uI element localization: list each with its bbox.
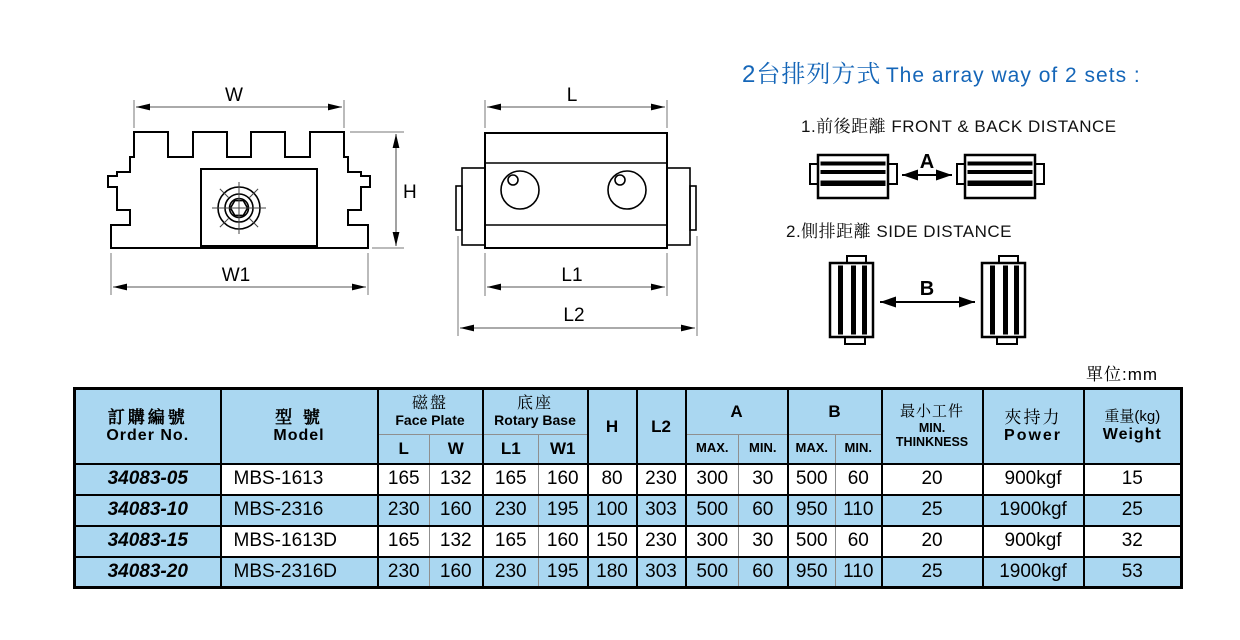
cell-a-min: 60 [739,557,788,588]
cell-w1: 160 [539,464,588,495]
cell-b-min: 110 [836,495,882,526]
col-header-w1: W1 [539,435,588,464]
cell-b-max: 500 [788,526,836,557]
cell-w: 160 [430,557,483,588]
min-thickness-header-en1: MIN. [918,420,946,435]
col-header-h: H [588,389,637,464]
cell-a-max: 500 [686,557,739,588]
cell-power: 1900kgf [983,557,1084,588]
cell-weight: 53 [1084,557,1182,588]
cell-h: 150 [588,526,637,557]
array-section-title-en: The array way of 2 sets : [885,64,1141,87]
cell-model: MBS-1613 [221,464,378,495]
distance-b-label: B [919,278,935,300]
face-plate-header-zh: 磁盤 [412,395,449,413]
cell-b-min: 60 [836,526,882,557]
cell-min-thickness: 25 [882,495,983,526]
min-thickness-header-zh: 最小工件 [900,402,965,420]
cell-b-min: 60 [836,464,882,495]
col-header-model [221,389,378,464]
cell-order-no: 34083-20 [75,557,221,588]
dim-label-h: H [403,182,417,203]
col-header-a-max: MAX. [686,435,739,464]
model-header-zh: 型 號 [275,407,323,427]
cell-b-max: 500 [788,464,836,495]
cell-power: 900kgf [983,526,1084,557]
cell-model: MBS-1613D [221,526,378,557]
unit-label: 單位:mm [1086,365,1159,384]
rotary-base-header-zh: 底座 [517,395,554,413]
col-header-a-min: MIN. [739,435,788,464]
cell-h: 80 [588,464,637,495]
cell-l1: 165 [483,526,539,557]
cell-w: 160 [430,495,483,526]
cell-l: 165 [378,526,430,557]
col-header-b-max: MAX. [788,435,836,464]
cell-min-thickness: 20 [882,526,983,557]
cell-min-thickness: 20 [882,464,983,495]
table-row [75,495,1182,526]
weight-header-en: Weight [1102,425,1162,443]
dim-label-w1: W1 [221,265,251,286]
top-view-hole-left [501,171,539,209]
cell-l2: 303 [637,557,686,588]
dim-label-l1: L1 [561,265,583,286]
col-header-w: W [430,435,483,464]
col-header-l2: L2 [637,389,686,464]
col-header-b-min: MIN. [836,435,882,464]
col-header-l: L [378,435,430,464]
dim-label-w: W [225,85,243,106]
table-row [75,464,1182,495]
cell-a-max: 300 [686,464,739,495]
cell-w1: 160 [539,526,588,557]
order-no-header-zh: 訂購編號 [107,407,188,427]
rotary-base-header-en: Rotary Base [494,412,576,429]
cell-b-min: 110 [836,557,882,588]
cell-l1: 230 [483,557,539,588]
top-view-body [485,133,667,248]
cell-a-max: 500 [686,495,739,526]
top-view-hole-right [608,171,646,209]
order-no-header-en: Order No. [106,426,190,444]
col-header-face-plate [378,389,483,435]
cell-power: 1900kgf [983,495,1084,526]
cell-order-no: 34083-10 [75,495,221,526]
cell-b-max: 950 [788,557,836,588]
min-thickness-header-en2: THINKNESS [895,434,969,449]
cell-l: 165 [378,464,430,495]
cell-l2: 230 [637,464,686,495]
col-header-a: A [686,389,788,435]
cell-h: 180 [588,557,637,588]
cell-w: 132 [430,464,483,495]
hex-bolt-icon [212,182,266,234]
cell-model: MBS-2316D [221,557,378,588]
cell-w1: 195 [539,495,588,526]
top-view-drawing [456,85,697,336]
cell-weight: 32 [1084,526,1182,557]
array-section-title-zh: 2台排列方式 [742,61,882,88]
weight-header-zh: 重量(kg) [1104,407,1161,425]
cell-w1: 195 [539,557,588,588]
col-header-weight [1084,389,1182,464]
cell-model: MBS-2316 [221,495,378,526]
power-header-zh: 夾持力 [1004,407,1062,427]
front-view-drawing [108,85,417,295]
col-header-b: B [788,389,882,435]
cell-l2: 230 [637,526,686,557]
col-header-power [983,389,1084,464]
spec-table [73,387,1183,589]
model-header-en: Model [273,426,325,444]
distance-a-label: A [919,151,935,173]
cell-min-thickness: 25 [882,557,983,588]
cell-a-max: 300 [686,526,739,557]
table-row [75,526,1182,557]
col-header-order-no [75,389,221,464]
array-diagram-a [810,151,1044,198]
dim-label-l2: L2 [563,305,585,326]
col-header-l1: L1 [483,435,539,464]
dim-label-l: L [566,85,578,106]
power-header-en: Power [1004,426,1063,444]
table-row [75,557,1182,588]
cell-b-max: 950 [788,495,836,526]
col-header-min-thickness [882,389,983,464]
cell-w: 132 [430,526,483,557]
cell-l1: 165 [483,464,539,495]
cell-a-min: 30 [739,526,788,557]
cell-l: 230 [378,495,430,526]
cell-a-min: 30 [739,464,788,495]
cell-power: 900kgf [983,464,1084,495]
face-plate-header-en: Face Plate [395,412,465,429]
array-section-title [742,54,1141,89]
col-header-rotary-base [483,389,588,435]
cell-a-min: 60 [739,495,788,526]
cell-l1: 230 [483,495,539,526]
cell-h: 100 [588,495,637,526]
array-diagram-b [830,256,1025,344]
cell-l2: 303 [637,495,686,526]
front-back-distance-caption: 1.前後距離 FRONT & BACK DISTANCE [801,117,1117,136]
cell-weight: 15 [1084,464,1182,495]
cell-weight: 25 [1084,495,1182,526]
cell-order-no: 34083-05 [75,464,221,495]
cell-l: 230 [378,557,430,588]
side-distance-caption: 2.側排距離 SIDE DISTANCE [786,222,1012,241]
cell-order-no: 34083-15 [75,526,221,557]
